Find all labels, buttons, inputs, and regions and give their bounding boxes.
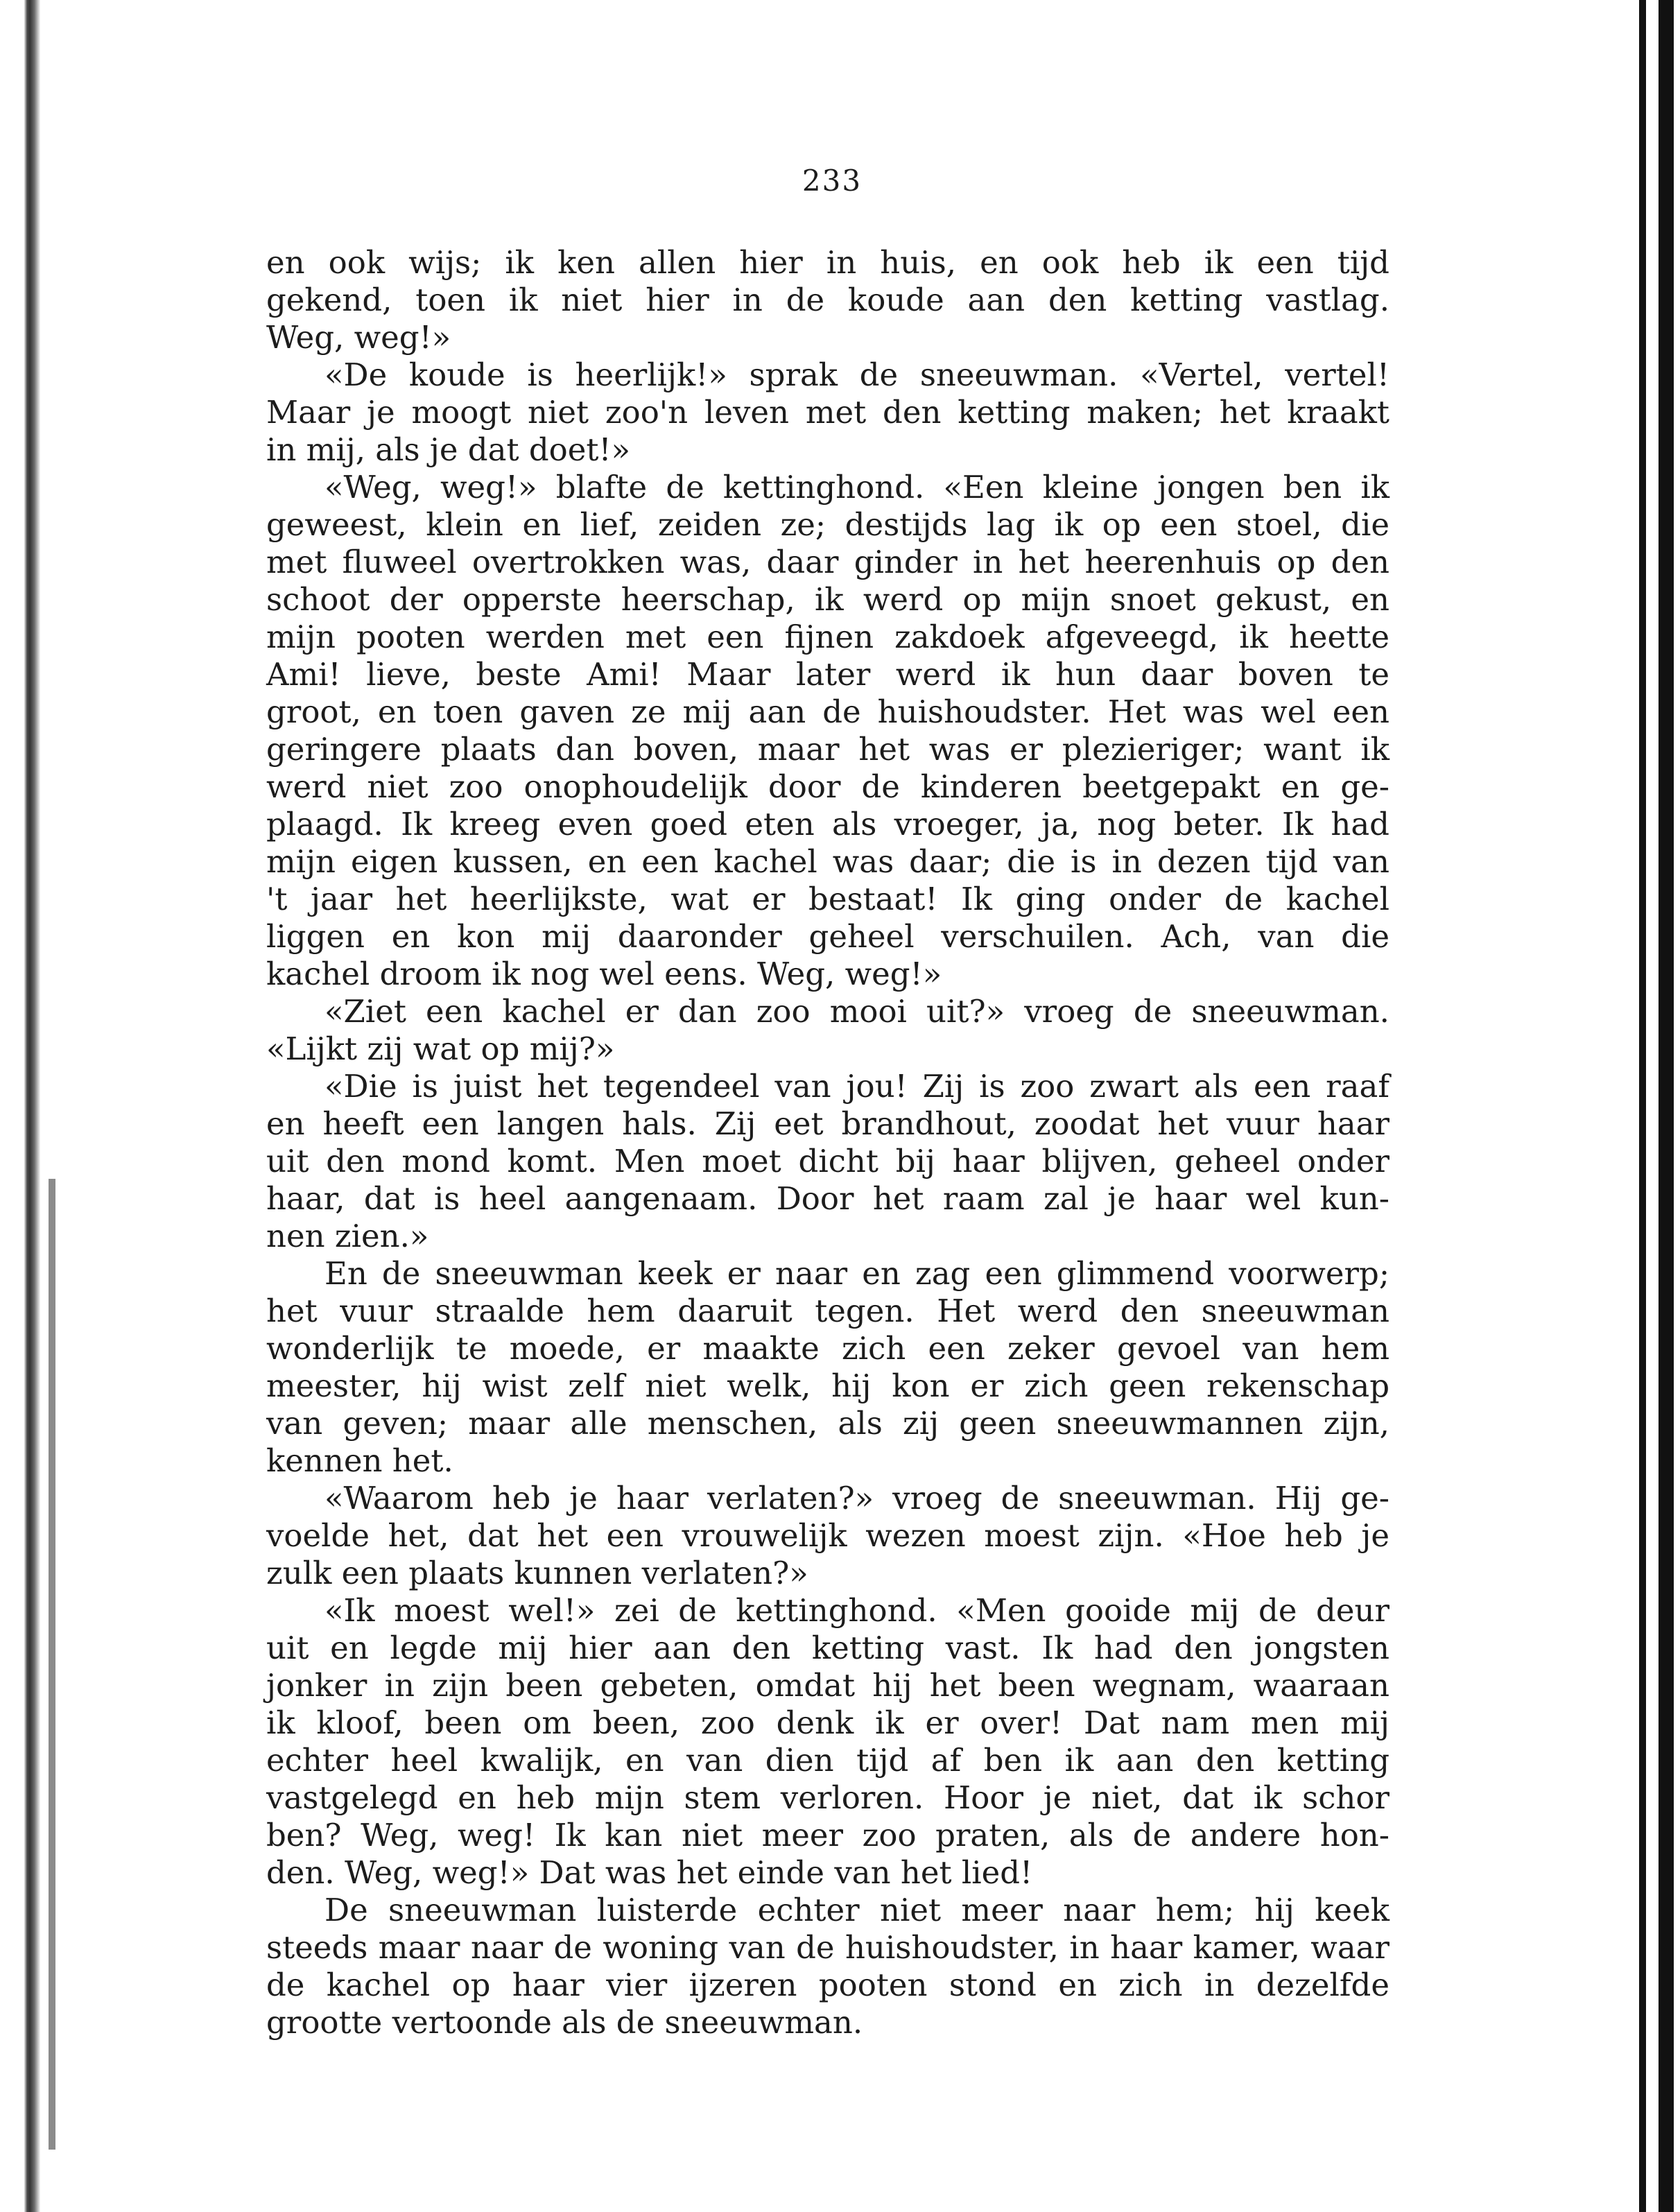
text-line: van geven; maar alle menschen, als zij geen sneeuwmannen zijn, (266, 1405, 1389, 1442)
text-line: vastgelegd en heb mijn stem verloren. Hoor je niet, dat ik schor (266, 1779, 1389, 1816)
text-line: in mij, als je dat doet!» (266, 431, 631, 468)
text-line: jonker in zijn been gebeten, omdat hij het been wegnam, waaraan (266, 1667, 1389, 1704)
text-line: zulk een plaats kunnen verlaten?» (266, 1555, 808, 1591)
text-line: «Waarom heb je haar verlaten?» vroeg de sneeuwman. Hij ge- (324, 1480, 1389, 1517)
text-line: «Ziet een kachel er dan zoo mooi uit?» vroeg de sneeuwman. (324, 993, 1389, 1030)
text-line: En de sneeuwman keek er naar en zag een glimmend voorwerp; (324, 1255, 1389, 1292)
text-line: geweest, klein en lief, zeiden ze; destijds lag ik op een stoel, die (266, 506, 1389, 543)
text-line: mijn pooten werden met een fijnen zakdoek afgeveegd, ik heette (266, 619, 1389, 655)
text-line: en ook wijs; ik ken allen hier in huis, en ook heb ik een tijd (266, 244, 1389, 281)
scan-edge-right (1639, 0, 1646, 2212)
text-line: «Lijkt zij wat op mij?» (266, 1030, 615, 1067)
text-line: groot, en toen gaven ze mij aan de huishoudster. Het was wel een (266, 693, 1389, 730)
text-line: den. Weg, weg!» Dat was het einde van het lied! (266, 1854, 1033, 1891)
text-line: kennen het. (266, 1442, 453, 1479)
text-line: haar, dat is heel aangenaam. Door het raam zal je haar wel kun- (266, 1180, 1389, 1217)
text-line: mijn eigen kussen, en een kachel was daar; die is in dezen tijd van (266, 843, 1389, 880)
text-line: 't jaar het heerlijkste, wat er bestaat! Ik ging onder de kachel (266, 881, 1389, 917)
text-line: uit den mond komt. Men moet dicht bij haar blijven, geheel onder (266, 1143, 1389, 1180)
body-text (266, 244, 1389, 2041)
text-line: steeds maar naar de woning van de huishoudster, in haar kamer, waar (266, 1929, 1389, 1966)
text-line: plaagd. Ik kreeg even goed eten als vroeger, ja, nog beter. Ik had (266, 806, 1389, 843)
text-line: echter heel kwalijk, en van dien tijd af ben ik aan den ketting (266, 1742, 1389, 1779)
text-line: werd niet zoo onophoudelijk door de kinderen beetgepakt en ge- (266, 768, 1389, 805)
text-line: en heeft een langen hals. Zij eet brandhout, zoodat het vuur haar (266, 1105, 1389, 1142)
text-line: kachel droom ik nog wel eens. Weg, weg!» (266, 956, 942, 992)
text-line: geringere plaats dan boven, maar het was er plezieriger; want ik (266, 731, 1389, 768)
text-line: de kachel op haar vier ijzeren pooten stond en zich in dezelfde (266, 1967, 1389, 2003)
scan-edge-left (14, 0, 47, 2212)
page-number: 233 (802, 164, 863, 198)
text-line: Ami! lieve, beste Ami! Maar later werd ik hun daar boven te (266, 656, 1389, 693)
text-line: grootte vertoonde als de sneeuwman. (266, 2004, 863, 2041)
text-line: «De koude is heerlijk!» sprak de sneeuwman. «Vertel, vertel! (324, 356, 1389, 393)
text-line: nen zien.» (266, 1218, 429, 1254)
scan-edge-left-shadow (49, 1179, 55, 2150)
text-line: gekend, toen ik niet hier in de koude aan den ketting vastlag. (266, 282, 1389, 318)
text-line: met fluweel overtrokken was, daar ginder in het heerenhuis op den (266, 544, 1389, 580)
text-line: liggen en kon mij daaronder geheel verschuilen. Ach, van die (266, 918, 1389, 955)
text-line: wonderlijk te moede, er maakte zich een zeker gevoel van hem (266, 1330, 1389, 1367)
text-line: ben? Weg, weg! Ik kan niet meer zoo praten, als de andere hon- (266, 1817, 1389, 1854)
text-line: Maar je moogt niet zoo'n leven met den ketting maken; het kraakt (266, 394, 1389, 431)
text-line: ik kloof, been om been, zoo denk ik er over! Dat nam men mij (266, 1704, 1389, 1741)
text-line: meester, hij wist zelf niet welk, hij kon er zich geen rekenschap (266, 1367, 1389, 1404)
scan-edge-right-outer (1659, 0, 1674, 2212)
text-line: het vuur straalde hem daaruit tegen. Het werd den sneeuwman (266, 1293, 1389, 1329)
text-line: uit en legde mij hier aan den ketting vast. Ik had den jongsten (266, 1630, 1389, 1666)
text-line: voelde het, dat het een vrouwelijk wezen moest zijn. «Hoe heb je (266, 1517, 1389, 1554)
text-line: De sneeuwman luisterde echter niet meer naar hem; hij keek (324, 1892, 1389, 1928)
text-line: schoot der opperste heerschap, ik werd op mijn snoet gekust, en (266, 581, 1389, 618)
text-line: «Weg, weg!» blafte de kettinghond. «Een kleine jongen ben ik (324, 469, 1389, 506)
text-line: Weg, weg!» (266, 319, 451, 356)
text-line: «Ik moest wel!» zei de kettinghond. «Men gooide mij de deur (324, 1592, 1389, 1629)
text-line: «Die is juist het tegendeel van jou! Zij is zoo zwart als een raaf (324, 1068, 1389, 1105)
